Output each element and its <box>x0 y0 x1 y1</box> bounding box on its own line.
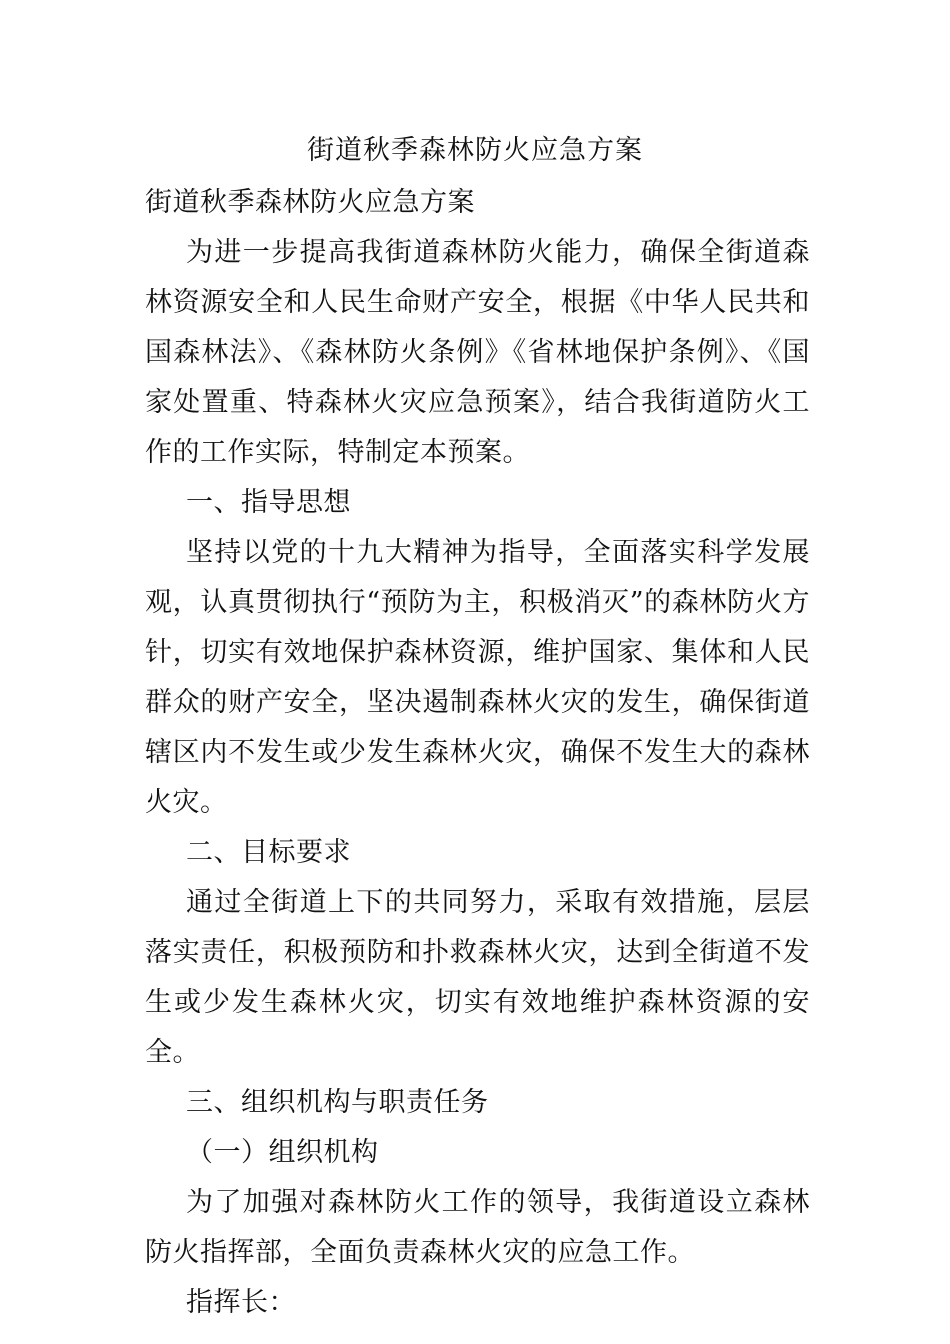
document-title: 街道秋季森林防火应急方案 <box>307 135 643 166</box>
organization-paragraph: 为了加强对森林防火工作的领导，我街道设立森林防火指挥部，全面负责森林火灾的应急工作。 <box>145 1187 810 1268</box>
document-subtitle: 街道秋季森林防火应急方案 <box>145 187 475 218</box>
section-heading-organization-duties: 三、组织机构与职责任务 <box>186 1087 489 1118</box>
document-body <box>145 178 810 1328</box>
commander-label: 指挥长： <box>186 1287 296 1318</box>
section-heading-guiding-ideology: 一、指导思想 <box>186 487 351 518</box>
intro-paragraph: 为进一步提高我街道森林防火能力，确保全街道森林资源安全和人民生命财产安全，根据《中华人民共和国森林法》、《森林防火条例》《省林地保护条例》、《国家处置重、特森林火灾应急预案》，结合我街道防火工作的工作实际，特制定本预案。 <box>145 237 810 468</box>
subsection-heading-organization: （一）组织机构 <box>186 1137 379 1168</box>
target-requirements-paragraph: 通过全街道上下的共同努力，采取有效措施，层层落实责任，积极预防和扑救森林火灾，达到全街道不发生或少发生森林火灾，切实有效地维护森林资源的安全。 <box>145 887 810 1068</box>
guiding-ideology-paragraph: 坚持以党的十九大精神为指导，全面落实科学发展观，认真贯彻执行“预防为主，积极消灭”的森林防火方针，切实有效地保护森林资源，维护国家、集体和人民群众的财产安全，坚决遏制森林火灾的发生，确保街道辖区内不发生或少发生森林火灾，确保不发生大的森林火灾。 <box>145 537 810 818</box>
section-heading-target-requirements: 二、目标要求 <box>186 837 351 868</box>
